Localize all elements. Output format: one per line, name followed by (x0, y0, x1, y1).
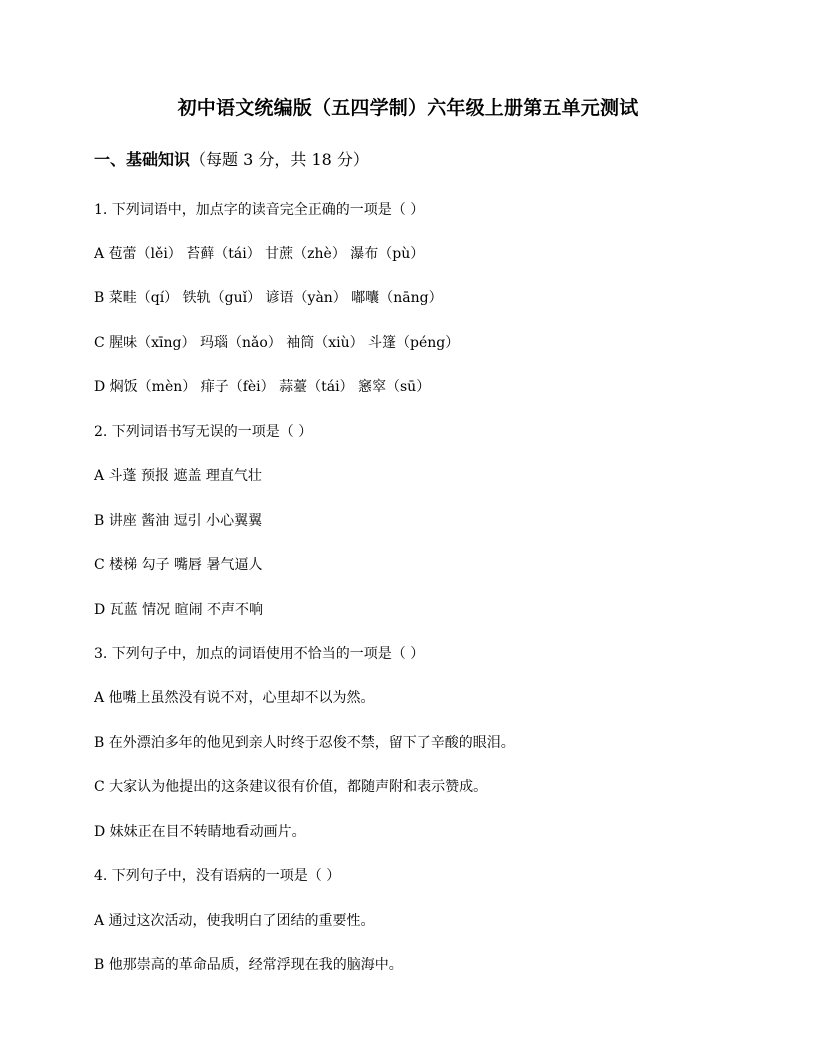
question-1-stem: 1. 下列词语中，加点字的读音完全正确的一项是（ ） (94, 202, 425, 218)
question-1-option-d: D 焖饭（mèn） 痱子（fèi） 蒜薹（tái） 窸窣（sū） (94, 379, 431, 395)
question-2-stem: 2. 下列词语书写无误的一项是（ ） (94, 424, 313, 440)
question-2-option-c: C 楼梯 勾子 嘴唇 暑气逼人 (94, 557, 263, 573)
question-1-option-c: C 腥味（xīng） 玛瑙（nǎo） 袖筒（xiù） 斗篷（péng） (94, 335, 460, 351)
question-3-option-c: C 大家认为他提出的这条建议很有价值，都随声附和表示赞成。 (94, 779, 488, 795)
section-heading-label: 一、基础知识 (94, 150, 191, 169)
question-2-option-a: A 斗蓬 预报 遮盖 理直气壮 (94, 468, 262, 484)
question-4-option-b: B 他那崇高的革命品质，经常浮现在我的脑海中。 (94, 957, 403, 973)
question-4-option-a: A 通过这次活动，使我明白了团结的重要性。 (94, 913, 375, 929)
question-4-stem: 4. 下列句子中，没有语病的一项是（ ） (94, 868, 341, 884)
question-1-option-b: B 菜畦（qí） 铁轨（guǐ） 谚语（yàn） 嘟囔（nāng） (94, 290, 443, 306)
document-title: 初中语文统编版（五四学制）六年级上册第五单元测试 (177, 97, 639, 119)
question-3-option-b: B 在外漂泊多年的他见到亲人时终于忍俊不禁，留下了辛酸的眼泪。 (94, 735, 515, 751)
question-2-option-b: B 讲座 酱油 逗引 小心翼翼 (94, 513, 263, 529)
question-3-option-d: D 妹妹正在目不转睛地看动画片。 (94, 824, 306, 840)
section-heading (94, 147, 369, 173)
question-3-stem: 3. 下列句子中，加点的词语使用不恰当的一项是（ ） (94, 646, 425, 662)
section-score-note: （每题 3 分，共 18 分） (190, 150, 369, 169)
question-1-option-a: A 苞蕾（lěi） 苔藓（tái） 甘蔗（zhè） 瀑布（pù） (94, 246, 425, 262)
question-3-option-a: A 他嘴上虽然没有说不对，心里却不以为然。 (94, 690, 375, 706)
question-2-option-d: D 瓦蓝 情况 暄闹 不声不响 (94, 602, 264, 618)
